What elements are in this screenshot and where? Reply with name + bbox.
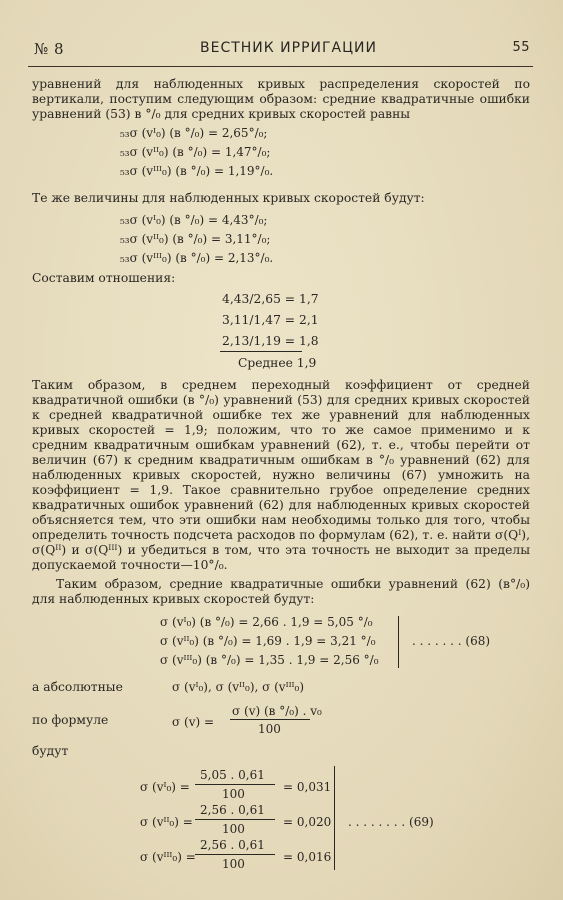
formula-53-2: ₅₃σ (vᴵᴵ₀) (в °/₀) = 1,47°/₀; [120,145,271,159]
f69-2-result: = 0,020 [283,815,332,829]
page-number: 55 [512,40,530,55]
formula-68-2: σ (vᴵᴵ₀) (в °/₀) = 1,69 . 1,9 = 3,21 °/₀ [160,634,376,648]
absolute-symbols: σ (vᴵ₀), σ (vᴵᴵ₀), σ (vᴵᴵᴵ₀) [172,680,305,694]
label-will-be: будут [32,744,69,758]
paragraph-3: Таким образом, средние квадратичные ошибки уравнений (62) (в°/₀) для наблюденных кривых скоростей будут: [32,577,530,606]
f69-2-bar [195,819,275,820]
f69-3-result: = 0,016 [283,850,332,864]
line-same-values: Те же величины для наблюденных кривых скоростей будут: [32,191,425,205]
issue-number: № 8 [34,40,65,58]
f69-1-result: = 0,031 [283,780,332,794]
formula-lhs: σ (v) = [172,715,215,729]
page-header [30,40,530,64]
brace-69 [334,766,335,870]
formula-68-3: σ (vᴵᴵᴵ₀) (в °/₀) = 1,35 . 1,9 = 2,56 °/₀ [160,653,379,667]
brace-68 [398,616,399,668]
formula-53-1: ₅₃σ (vᴵ₀) (в °/₀) = 2,65°/₀; [120,126,268,140]
formula-68-1: σ (vᴵ₀) (в °/₀) = 2,66 . 1,9 = 5,05 °/₀ [160,615,373,629]
f69-2-lhs: σ (vᴵᴵ₀) = [140,815,193,829]
formula-obs-1: ₅₃σ (vᴵ₀) (в °/₀) = 4,43°/₀; [120,213,268,227]
ratio-3: 2,13/1,19 = 1,8 [222,334,319,348]
formula-fraction-bar [230,719,310,720]
f69-2-num: 2,56 . 0,61 [200,803,265,817]
f69-1-den: 100 [222,787,245,801]
f69-3-den: 100 [222,857,245,871]
label-absolute: а абсолютные [32,680,123,694]
line-ratios: Составим отношения: [32,271,176,285]
ratio-1: 4,43/2,65 = 1,7 [222,292,319,306]
f69-3-bar [195,854,275,855]
f69-3-lhs: σ (vᴵᴵᴵ₀) = [140,850,196,864]
paragraph-1: уравнений для наблюденных кривых распределения скоростей по вертикали, поступим следующим образом: средние квадратичные ошибки уравнений (53) в °/₀ для средних кривых скоростей равны [32,77,530,121]
formula-obs-2: ₅₃σ (vᴵᴵ₀) (в °/₀) = 3,11°/₀; [120,232,271,246]
formula-denominator: 100 [258,722,281,736]
sum-rule [220,351,302,352]
f69-3-num: 2,56 . 0,61 [200,838,265,852]
f69-2-den: 100 [222,822,245,836]
formula-numerator: σ (v) (в °/₀) . v₀ [232,704,322,718]
f69-1-lhs: σ (vᴵ₀) = [140,780,190,794]
f69-1-bar [195,784,275,785]
formula-53-3: ₅₃σ (vᴵᴵᴵ₀) (в °/₀) = 1,19°/₀. [120,164,274,178]
paragraph-2: Таким образом, в среднем переходный коэффициент от средней квадратичной ошибки (в °/₀) уравнений (53) для средних кривых скоростей к средней квадратичной ошибке тех же уравнений для наблюденных кривых скоростей = 1,9; положим, что то же самое применимо и к средним квадратичным ошибкам уравнений (62), т. е., чтобы перейти от величин (67) к средним квадратичным ошибкам в °/₀ уравнений (62) для наблюденных кривых скоростей, нужно величины (67) умножить на коэффициент = 1,9. Такое сравнительно грубое определение средних квадратичных ошибок уравнений (62) для наблюденных кривых скоростей объясняется тем, что эти ошибки нам необходимы только для того, чтобы определить точность подсчета расходов по формулам (62), т. е. найти σ(Qᴵ), σ(Qᴵᴵ) и σ(Qᴵᴵᴵ) и убедиться в том, что эта точность не выходит за пределы допускаемой точности—10°/₀. [32,378,530,572]
label-by-formula: по формуле [32,713,109,727]
ratio-2: 3,11/1,47 = 2,1 [222,313,319,327]
equation-number-69: . . . . . . . . (69) [348,815,434,829]
header-rule [28,66,533,67]
journal-title: ВЕСТНИК ИРРИГАЦИИ [200,40,377,56]
equation-number-68: . . . . . . . (68) [412,634,491,648]
f69-1-num: 5,05 . 0,61 [200,768,265,782]
formula-obs-3: ₅₃σ (vᴵᴵᴵ₀) (в °/₀) = 2,13°/₀. [120,251,274,265]
average-value: Среднее 1,9 [238,356,317,370]
